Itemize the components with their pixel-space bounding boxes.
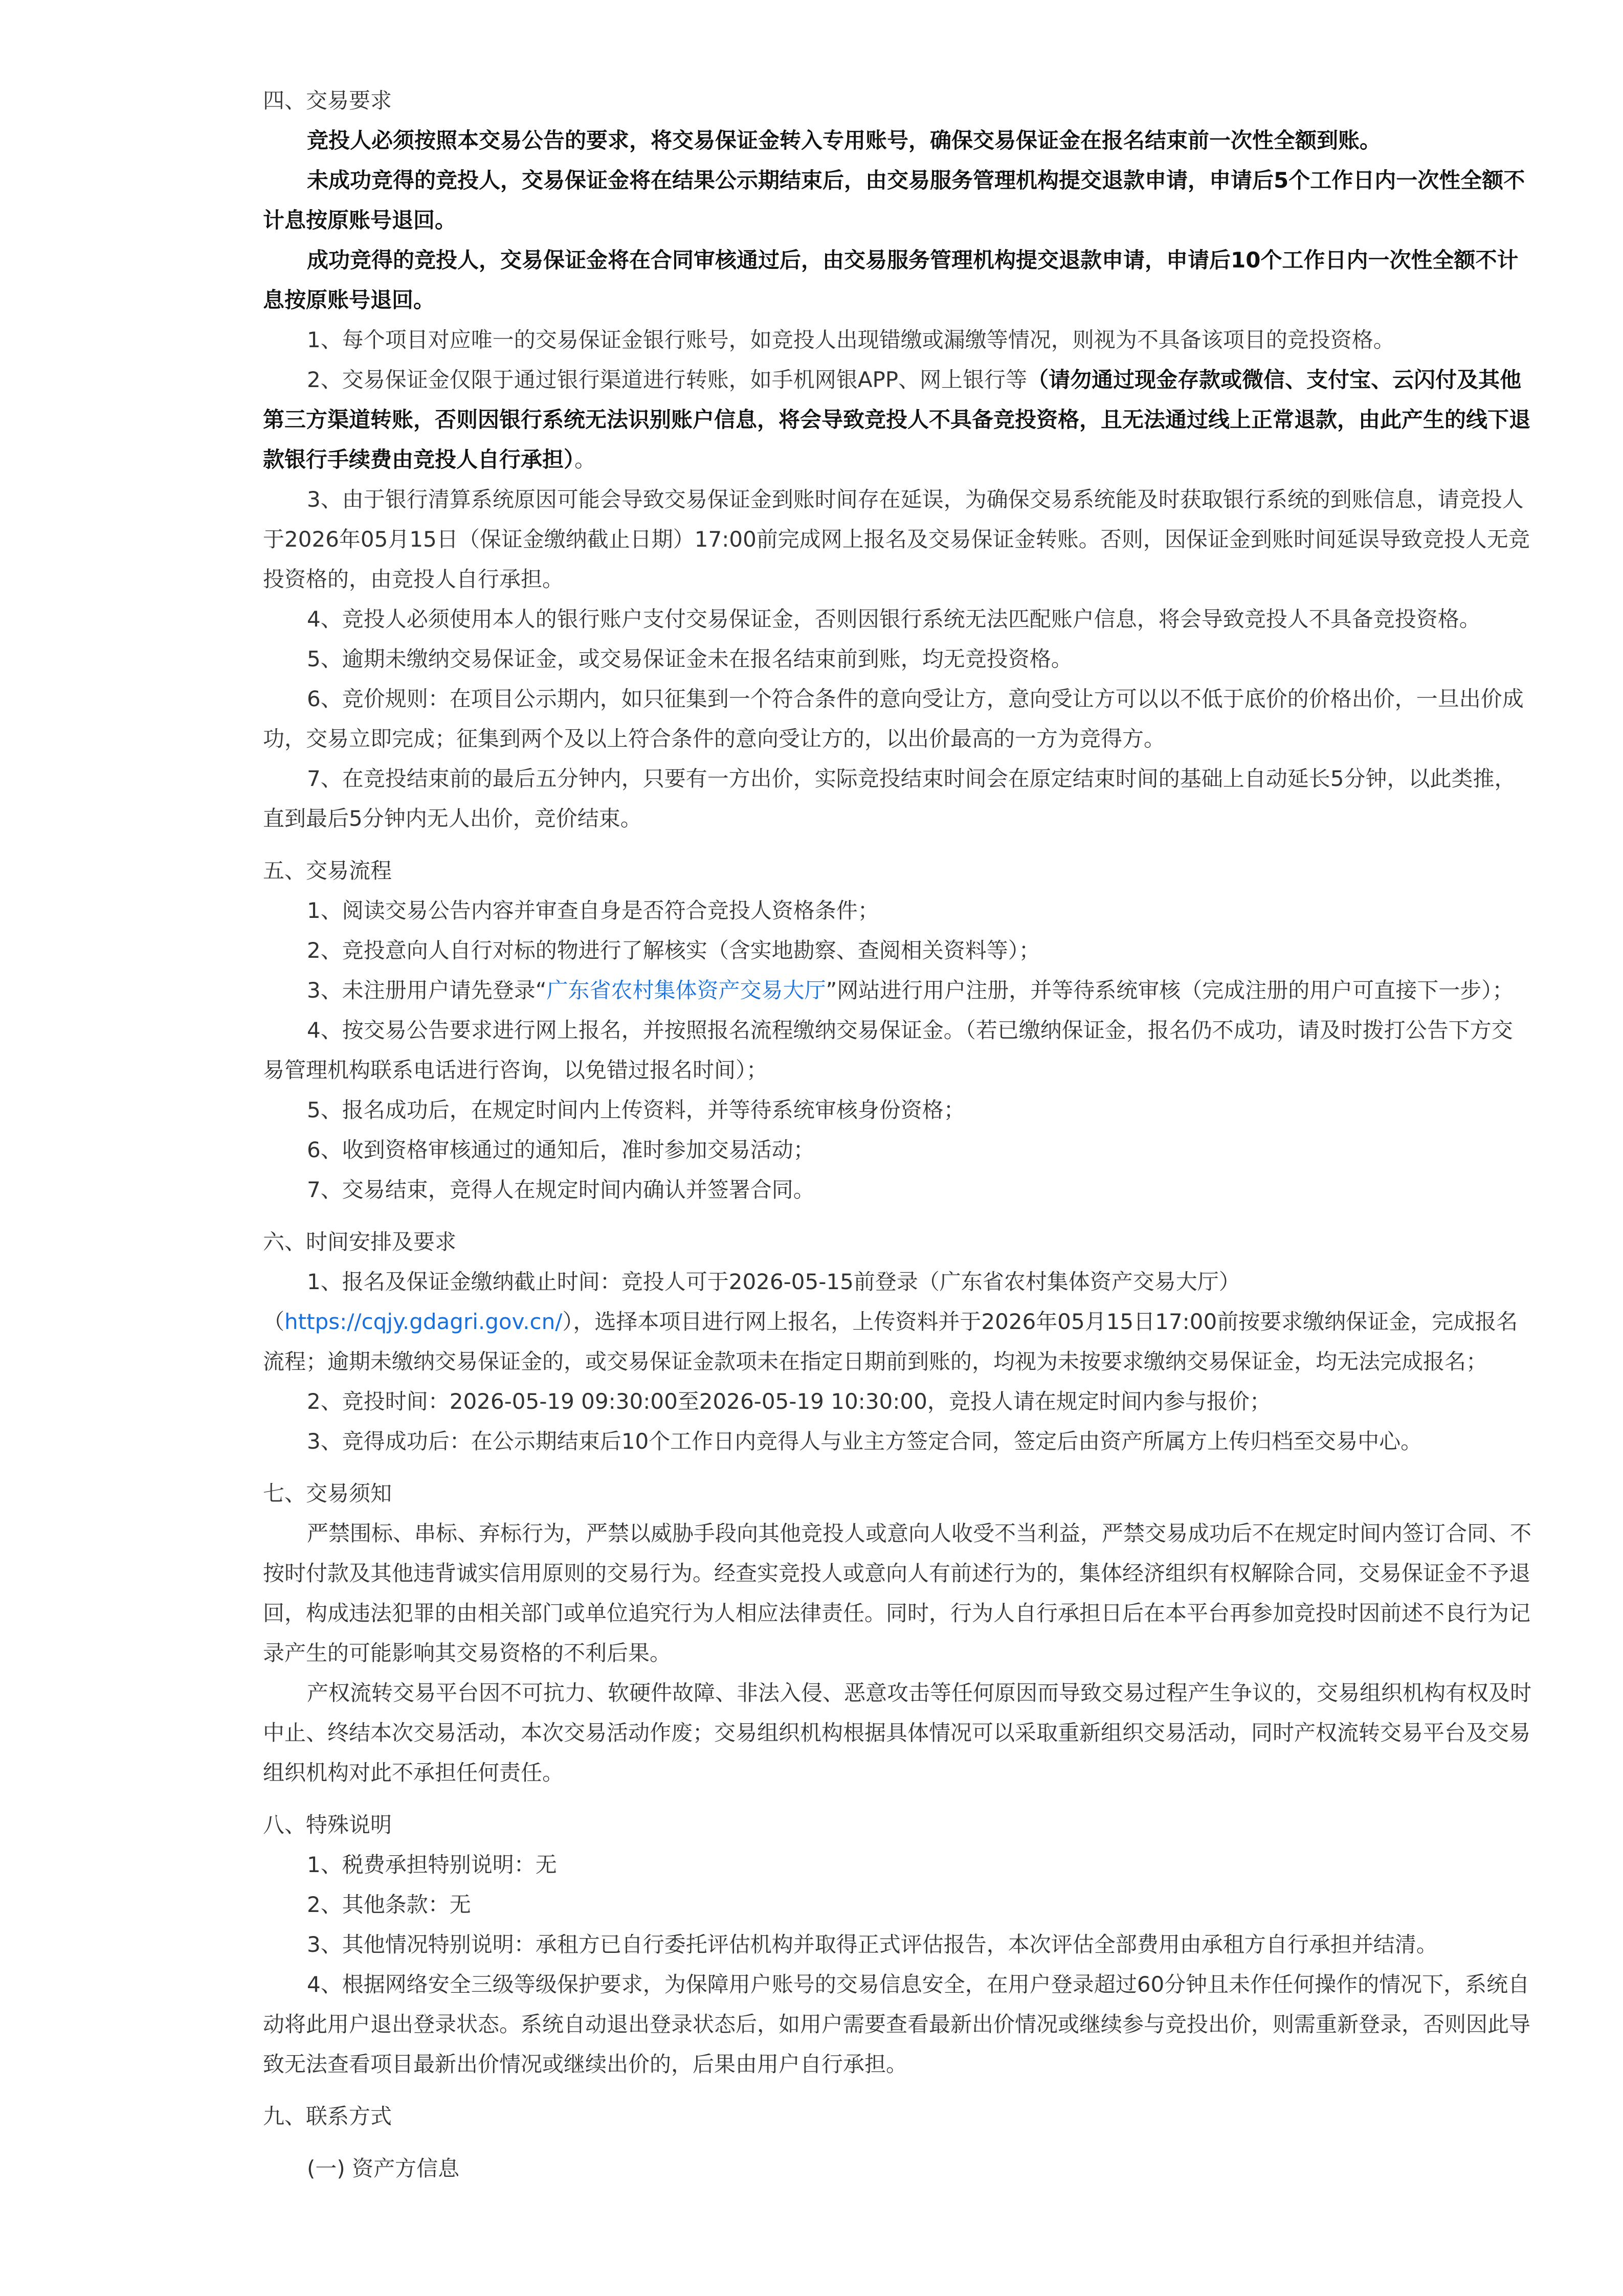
bold-warning: （请勿通过现金存款或微信、支付宝、云闪付及其他第三方渠道转账，否则因银行系统无法识别账户信息，将会导致竞投人不具备竞投资格，且无法通过线上正常退款，由此产生的线下退款银行手续费由竞投人自行承担） <box>263 367 1531 472</box>
list-item: 2、竞投意向人自行对标的物进行了解核实（含实地勘察、查阅相关资料等）； <box>307 938 1040 963</box>
list-item: 3、其他情况特别说明：承租方已自行委托评估机构并取得正式评估报告，本次评估全部费用由承租方自行承担并结清。 <box>307 1932 1438 1957</box>
list-item: 4、按交易公告要求进行网上报名，并按照报名流程缴纳交易保证金。（若已缴纳保证金，报名仍不成功，请及时拨打公告下方交易管理机构联系电话进行咨询，以免错过报名时间）； <box>263 1018 1513 1083</box>
list-item <box>263 360 1531 480</box>
paragraph: 产权流转交易平台因不可抗力、软硬件故障、非法入侵、恶意攻击等任何原因而导致交易过程产生争议的，交易组织机构有权及时中止、终结本次交易活动，本次交易活动作废；交易组织机构根据具体情况可以采取重新组织交易活动，同时产权流转交易平台及交易组织机构对此不承担任何责任。 <box>263 1680 1532 1785</box>
list-item: 3、竞得成功后：在公示期结束后10个工作日内竞得人与业主方签定合同，签定后由资产所属方上传归档至交易中心。 <box>307 1429 1422 1454</box>
bold-paragraph: 成功竞得的竞投人，交易保证金将在合同审核通过后，由交易服务管理机构提交退款申请，申请后10个工作日内一次性全额不计息按原账号退回。 <box>263 247 1519 312</box>
list-item: 4、竞投人必须使用本人的银行账户支付交易保证金，否则因银行系统无法匹配账户信息，将会导致竞投人不具备竞投资格。 <box>307 606 1481 632</box>
section-title: 九、联系方式 <box>263 2104 392 2129</box>
list-item: 6、收到资格审核通过的通知后，准时参加交易活动； <box>307 1137 815 1162</box>
list-item: 5、报名成功后，在规定时间内上传资料，并等待系统审核身份资格； <box>307 1097 965 1122</box>
list-item: 7、在竞投结束前的最后五分钟内，只要有一方出价，实际竞投结束时间会在原定结束时间的基础上自动延长5分钟，以此类推，直到最后5分钟内无人出价，竞价结束。 <box>263 766 1516 831</box>
list-item-text: 2、交易保证金仅限于通过银行渠道进行转账，如手机网银APP、网上银行等 <box>307 367 1028 392</box>
list-item: 3、由于银行清算系统原因可能会导致交易保证金到账时间存在延误，为确保交易系统能及时获取银行系统的到账信息，请竞投人于2026年05月15日（保证金缴纳截止日期）17:00前完成网上报名及交易保证金转账。否则，因保证金到账时间延误导致竞投人无竞投资格的，由竞投人自行承担。 <box>263 487 1530 592</box>
list-item: 4、根据网络安全三级等级保护要求，为保障用户账号的交易信息安全，在用户登录超过60分钟且未作任何操作的情况下，系统自动将此用户退出登录状态。系统自动退出登录状态后，如用户需要查看最新出价情况或继续参与竞投出价，则需重新登录，否则因此导致无法查看项目最新出价情况或继续出价的，后果由用户自行承担。 <box>263 1972 1531 2077</box>
list-item <box>263 1262 1531 1382</box>
paragraph: 严禁围标、串标、弃标行为，严禁以威胁手段向其他竞投人或意向人收受不当利益，严禁交易成功后不在规定时间内签订合同、不按时付款及其他违背诚实信用原则的交易行为。经查实竞投人或意向人有前述行为的，集体经济组织有权解除合同，交易保证金不予退回，构成违法犯罪的由相关部门或单位追究行为人相应法律责任。同时，行为人自行承担日后在本平台再参加竞投时因前述不良行为记录产生的可能影响其交易资格的不利后果。 <box>263 1521 1532 1665</box>
list-item: 5、逾期未缴纳交易保证金，或交易保证金未在报名结束前到账，均无竞投资格。 <box>307 646 1073 671</box>
section-schedule <box>263 1222 1531 1461</box>
section-title: 七、交易须知 <box>263 1481 392 1506</box>
section-special-notes <box>263 1805 1531 2084</box>
website-url-link[interactable]: https://cqjy.gdagri.gov.cn/ <box>284 1309 563 1334</box>
list-item-text: 3、未注册用户请先登录“ <box>307 978 547 1003</box>
list-item: 1、阅读交易公告内容并审查自身是否符合竞投人资格条件； <box>307 898 879 923</box>
bold-paragraph: 未成功竞得的竞投人，交易保证金将在结果公示期结束后，由交易服务管理机构提交退款申请，申请后5个工作日内一次性全额不计息按原账号退回。 <box>263 168 1525 233</box>
list-item: 1、税费承担特别说明：无 <box>307 1852 557 1877</box>
section-trade-requirements <box>263 81 1531 839</box>
section-trade-notice <box>263 1474 1531 1793</box>
section-title: 四、交易要求 <box>263 88 392 113</box>
section-contact <box>263 2097 1531 2189</box>
list-item-text: ），选择本项目进行网上报名，上传资料并于2026年05月15日17:00前按要求缴纳保证金，完成报名流程；逾期未缴纳交易保证金的，或交易保证金款项未在指定日期前到账的，均视为未按要求缴纳交易保证金，均无法完成报名； <box>263 1309 1518 1374</box>
bold-paragraph: 竞投人必须按照本交易公告的要求，将交易保证金转入专用账号，确保交易保证金在报名结束前一次性全额到账。 <box>307 128 1382 153</box>
list-item <box>263 971 1531 1010</box>
announcement-body <box>263 81 1531 2189</box>
list-item: 2、其他条款：无 <box>307 1892 471 1917</box>
list-item-text: 1、报名及保证金缴纳截止时间：竞投人可于2026-05-15前登录（广东省农村集体资产交易大厅）（ <box>263 1269 1240 1334</box>
section-title: 六、时间安排及要求 <box>263 1229 457 1254</box>
trading-hall-link[interactable]: 广东省农村集体资产交易大厅 <box>546 978 826 1003</box>
section-title: 五、交易流程 <box>263 858 392 883</box>
list-item: 6、竞价规则：在项目公示期内，如只征集到一个符合条件的意向受让方，意向受让方可以以不低于底价的价格出价，一旦出价成功，交易立即完成；征集到两个及以上符合条件的意向受让方的，以出价最高的一方为竞得方。 <box>263 686 1524 751</box>
list-item: 2、竞投时间：2026-05-19 09:30:00至2026-05-19 10:30:00，竞投人请在规定时间内参与报价； <box>307 1389 1271 1414</box>
punctuation: 。 <box>574 447 596 472</box>
list-item-text: ”网站进行用户注册，并等待系统审核（完成注册的用户可直接下一步）； <box>826 978 1514 1003</box>
subsection-title: (一) 资产方信息 <box>307 2156 460 2181</box>
list-item: 7、交易结束，竞得人在规定时间内确认并签署合同。 <box>307 1177 815 1202</box>
section-trade-process <box>263 851 1531 1210</box>
section-title: 八、特殊说明 <box>263 1812 392 1837</box>
list-item: 1、每个项目对应唯一的交易保证金银行账号，如竞投人出现错缴或漏缴等情况，则视为不具备该项目的竞投资格。 <box>307 327 1395 352</box>
